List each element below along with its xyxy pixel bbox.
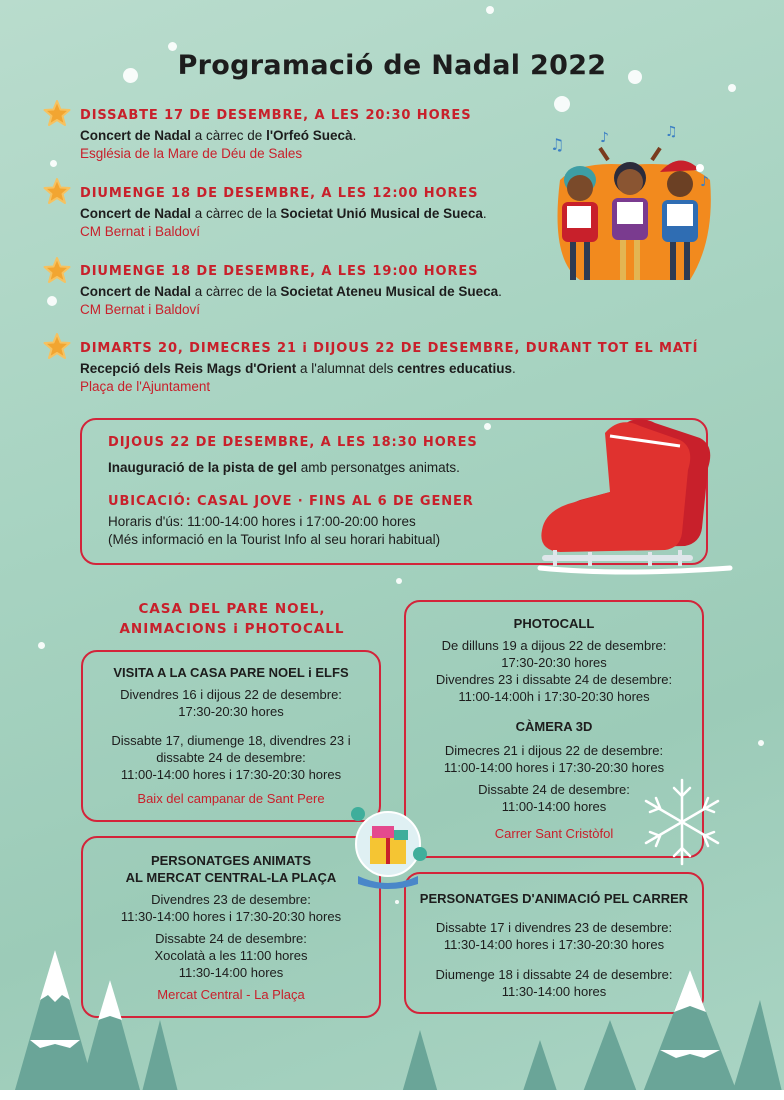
mercat-title: PERSONATGES ANIMATS AL MERCAT CENTRAL-LA PLAÇA: [125, 853, 337, 885]
photocall-location: Carrer Sant Cristòfol: [494, 826, 614, 841]
star-icon: [42, 177, 72, 207]
ice-rink-description: Inauguració de la pista de gel amb personatges animats.: [108, 460, 460, 475]
event-location: CM Bernat i Baldoví: [80, 224, 201, 239]
star-icon: [42, 332, 72, 362]
event-description: Concert de Nadal a càrrec de l'Orfeó Suecà.: [80, 128, 357, 143]
ice-rink-location: UBICACIÓ: CASAL JOVE · FINS AL 6 DE GENER: [108, 494, 474, 509]
event-heading: DIUMENGE 18 DE DESEMBRE, A LES 12:00 HORES: [80, 186, 479, 201]
event-heading: DISSABTE 17 DE DESEMBRE, A LES 20:30 HORES: [80, 108, 472, 123]
svg-text:♫: ♫: [550, 135, 565, 154]
event-location: CM Bernat i Baldoví: [80, 302, 201, 317]
photocall-box: PHOTOCALL De dilluns 19 a dijous 22 de desembre: 17:30-20:30 hores Divendres 23 i dissabte 24 de desembre: 11:00-14:00h i 17:30-20:30 hores CÀMERA 3D Dimecres 21 i dijous 22 de desembre: 11:00-14:00 hores i 17:30-20:30 hores Dissabte 24 de desembre: 11:00-14:00 hores Carrer Sant Cristòfol: [404, 600, 704, 858]
star-icon: [42, 99, 72, 129]
event-description: Concert de Nadal a càrrec de la Societat Unió Musical de Sueca.: [80, 206, 487, 221]
pine-tree-icon: [0, 940, 784, 1100]
event-description: Concert de Nadal a càrrec de la Societat Ateneu Musical de Sueca.: [80, 284, 502, 299]
photocall-title: PHOTOCALL: [513, 616, 595, 631]
ice-rink-heading: DIJOUS 22 DE DESEMBRE, A LES 18:30 HORES: [108, 435, 478, 450]
mercat-location: Mercat Central - La Plaça: [157, 987, 305, 1002]
event-description: Recepció dels Reis Mags d'Orient a l'alumnat dels centres educatius.: [80, 361, 516, 376]
page-title: Programació de Nadal 2022: [177, 50, 607, 81]
carrer-title: PERSONATGES D'ANIMACIÓ PEL CARRER: [419, 891, 689, 906]
event-location: Església de la Mare de Déu de Sales: [80, 146, 303, 161]
mercat-box: PERSONATGES ANIMATS AL MERCAT CENTRAL-LA PLAÇA Divendres 23 de desembre: 11:30-14:00 hores i 17:30-20:30 hores Dissabte 24 de desembre: Xocolatà a les 11:00 hores 11:30-14:00 hores Mercat Central - La Plaça: [81, 836, 381, 1018]
carolers-illustration: [540, 120, 720, 295]
star-icon: [42, 256, 72, 286]
ice-rink-info: (Més informació en la Tourist Info al seu horari habitual): [108, 532, 441, 547]
camera-3d-title: CÀMERA 3D: [515, 719, 593, 734]
casa-location: Baix del campanar de Sant Pere: [137, 791, 325, 806]
snow-globe-illustration: [340, 800, 436, 890]
casa-title: VISITA A LA CASA PARE NOEL i ELFS: [113, 665, 349, 680]
svg-text:♫: ♫: [665, 124, 678, 140]
event-location: Plaça de l'Ajuntament: [80, 379, 211, 394]
event-heading: DIMARTS 20, DIMECRES 21 i DIJOUS 22 DE DESEMBRE, DURANT TOT EL MATÍ: [80, 341, 699, 356]
section-title: CASA DEL PARE NOEL, ANIMACIONS i PHOTOCALL: [119, 601, 345, 637]
svg-text:♪: ♪: [700, 174, 709, 190]
ice-rink-hours: Horaris d'ús: 11:00-14:00 hores i 17:00-20:00 hores: [108, 514, 416, 529]
ice-skate-illustration: [530, 408, 736, 580]
casa-pare-noel-box: VISITA A LA CASA PARE NOEL i ELFS Divendres 16 i dijous 22 de desembre: 17:30-20:30 hores Dissabte 17, diumenge 18, divendres 23 i dissabte 24 de desembre: 11:00-14:00 hores i 17:30-20:30 hores Baix del campanar de Sant Pere: [81, 650, 381, 822]
svg-text:♪: ♪: [600, 130, 609, 146]
event-item: [80, 341, 720, 394]
event-heading: DIUMENGE 18 DE DESEMBRE, A LES 19:00 HORES: [80, 264, 479, 279]
snowflake-icon: [636, 776, 728, 868]
carrer-box: PERSONATGES D'ANIMACIÓ PEL CARRER Dissabte 17 i divendres 23 de desembre: 11:30-14:00 hores i 17:30-20:30 hores Diumenge 18 i dissabte 24 de desembre: 11:30-14:00 hores: [404, 872, 704, 1014]
